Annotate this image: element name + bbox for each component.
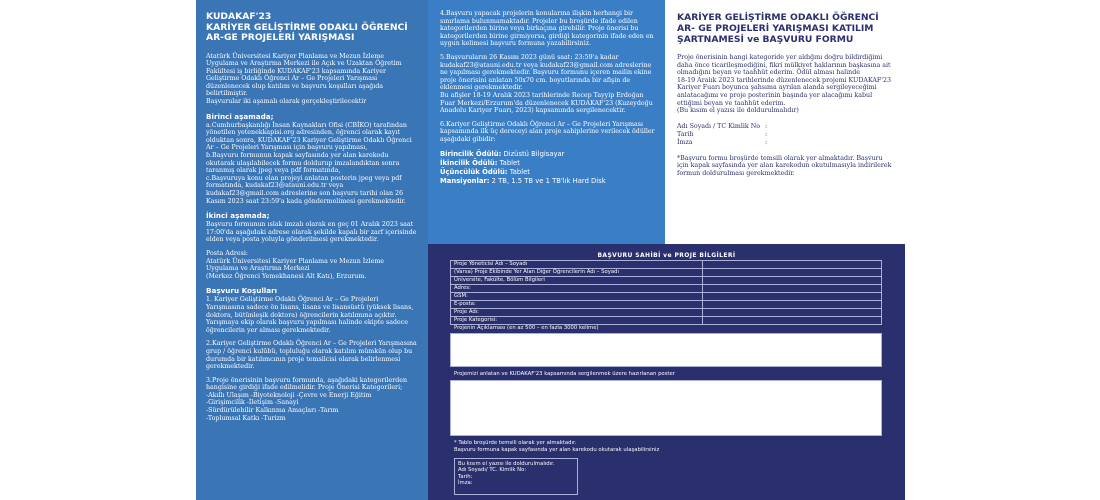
award-honorable: Mansiyonlar: 2 TB, 1.5 TB ve 1 TB'lık Hard Disk bbox=[440, 176, 606, 185]
stage1-heading: Birinci aşamada; bbox=[206, 111, 274, 121]
stage2-heading: İkinci aşamada; bbox=[206, 211, 270, 221]
table-row: E-posta: bbox=[451, 301, 882, 309]
form-field[interactable] bbox=[703, 293, 882, 301]
applicant-info-table bbox=[450, 260, 882, 325]
rules-awards-column bbox=[428, 0, 665, 244]
form-field[interactable] bbox=[703, 277, 882, 285]
competition-title: KUDAKAF'23 KARİYER GELİŞTİRME ODAKLI ÖĞRENCİ AR-GE PROJELERİ YARIŞMASI bbox=[206, 11, 408, 43]
award-second: İkincilik Ödülü: Tablet bbox=[440, 158, 520, 167]
form-field[interactable] bbox=[703, 261, 882, 269]
conditions-heading: Başvuru Koşulları bbox=[206, 286, 278, 296]
table-row: Üniversite, Fakülte, Bölüm Bilgileri bbox=[451, 277, 882, 285]
rule-6: 6.Kariyer Geliştirme Odaklı Öğrenci Ar – Ge Projeleri Yarışması kapsamında ilk üç dereceyi alan proje sahiplerine verilecek ödüller aşağıdaki gibidir: bbox=[440, 120, 655, 143]
table-row: GSM: bbox=[451, 293, 882, 301]
application-form bbox=[428, 244, 905, 500]
declaration-title: KARİYER GELİŞTİRME ODAKLI ÖĞRENCİ AR- GE PROJELERİ YARIŞMASI KATILIM ŞARTNAMESİ ve BAŞVURU FORMU bbox=[677, 12, 879, 45]
form-note: *Başvuru formu broşürde temsili olarak yer almaktadır. Başvuru için kapak sayfasında yer alan karekodun okutulmasıyla indirilerek formun doldurulması gerekmektedir. bbox=[677, 154, 892, 177]
form-field[interactable] bbox=[703, 317, 882, 325]
table-row: Adres: bbox=[451, 285, 882, 293]
awards-list bbox=[440, 150, 655, 186]
condition-3: 3.Proje önerisinin başvuru formunda, aşağıdaki kategorilerden hangisine girdiği ifade edilmelidir. Proje Önerisi Kategorileri; -Akıllı Ulaşım -Biyoteknoloji -Çevre ve Enerji Eğitim -Girişimcilik -İletişim -Sanayi -Sürdürülebilir Kalkınma Amaçları -Tarım -Toplumsal Katkı -Turizm bbox=[206, 376, 408, 422]
postal-address: Posta Adresi: Atatürk Üniversitesi Kariyer Planlama ve Mezun İzleme Uygulama ve Araştırma Merkezi (Merkez Öğrenci Yemekhanesi Alt Katı), Erzurum. bbox=[206, 249, 385, 280]
form-title: BAŞVURU SAHİBİ ve PROJE BİLGİLERİ bbox=[597, 252, 736, 259]
summary-box[interactable] bbox=[450, 333, 882, 367]
form-field[interactable] bbox=[703, 301, 882, 309]
declaration-text: Proje önerisinin hangi kategoride yer aldığını doğru bildirdiğimi daha önce ticarileşmediğini, fikri mülkiyet haklarının başkasına ait olmadığını beyan ve taahhüt ederim. Ödül alması halinde 18-19 Aralık 2023 tarihlerinde düzenlenecek projemi KUDAKAF'23 Kariyer Fuarı boyunca şahsıma ayrılan alanda sergileyeceğimi anlatacağımı ve proje posterinin başında yer alacağımı kabul ettiğimi beyan ve taahhüt ederim. (Bu kısım el yazısı ile doldurulmalıdır) bbox=[677, 54, 892, 115]
stage1-text: a.Cumhurbaşkanlığı İnsan Kaynakları Ofisi (CBİKO) tarafından yönetilen yetenekkapisi.org adresinden, öğrenci olarak kayıt olduktan sonra, KUDAKAF'23 Kariyer Geliştirme Odaklı Öğrenci Ar – Ge Projeleri Yarışması için başvuru yapılması, b.Başvuru formunun kapak sayfasında yer alan karekodu okutarak ulaşılabilecek formu doldurup imzalandıktan sonra taranmış olarak jpeg veya pdf formatında, c.Başvuruya konu olan projeyi anlatan posterin jpeg veya pdf formatında, kudakaf23@atauni.edu.tr veya kudakaf23@gmail.com adreslerine son başvuru tarihi olan 26 Kasım 2023 saat 23:59'a kada göndermelimesi gerekmektedir. bbox=[206, 121, 412, 205]
form-notes: * Tablo broşürde temsili olarak yer almaktadır. Başvuru formuna kapak sayfasında yer alan karekodu okutarak ulaşabilirsiniz bbox=[454, 440, 660, 453]
table-row: (Varsa) Proje Ekibinde Yer Alan Diğer Öğrencilerin Adı – Soyadı bbox=[451, 269, 882, 277]
intro-text: Atatürk Üniversitesi Kariyer Planlama ve Mezun İzleme Uygulama ve Araştırma Merkezi ile Açık ve Uzaktan Öğretim Fakültesi iş birliğinde KUDAKAF'23 kapsamında Kariyer Geliştirme Odaklı Öğrenci Ar – Ge Projeleri Yarışması düzenlenecek olup katılım ve başvuru koşulları aşağıda belirtilmiştir. Başvurular iki aşamalı olarak gerçekleştirilecektir bbox=[206, 52, 402, 106]
condition-2: 2.Kariyer Geliştirme Odaklı Öğrenci Ar – Ge Projeleri Yarışmasına grup / öğrenci kulübü, topluluğu olarak katılım mümkün olup bu durumda bir katılımcının proje temsilcisi olarak belirlenmesi gerekmektedir. bbox=[206, 340, 417, 371]
stage2-text: Başvuru formunun ıslak imzalı olarak en geç 01 Aralık 2023 saat 17:00'da aşağıdaki adrese olarak şekilde kapalı bir zarf içerisinde elden veya posta yoluyla gönderilmesi gerekmektedir. bbox=[206, 221, 417, 244]
award-third: Üçüncülük Ödülü: Tablet bbox=[440, 167, 530, 176]
handwritten-box[interactable]: Bu kısım el yazısı ile doldurulmalıdır. Adı Soyadı/ TC. Kimlik No: Tarih: İmza: bbox=[454, 458, 578, 495]
condition-1: 1. Kariyer Geliştirme Odaklı Öğrenci Ar – Ge Projeleri Yarışmasına sadece ön lisans, lisans ve lisansüstü (yüksek lisans, doktora, bütünleşik doktora) öğrencilerin katılımına açıktır. Yarışmaya ekip olarak başvuru yapılması halinde ekipte sadece öğrencilerin yer alması gerekmektedir. bbox=[206, 296, 414, 334]
award-first: Birincilik Ödülü: Dizüstü Bilgisayar bbox=[440, 149, 565, 158]
rule-5: 5.Başvuruların 26 Kasım 2023 günü saat: 23:59'a kadar kudakaf23@atauni.edu.tr veya kudakaf23@gmail.com adreslerine ne yapılması gerekmektedir. Başvuru formunu içeren mailin ekine proje önerisini anlatan 50x70 cm. boyutlarında bir afişin de eklenmesi gerekmektedir. Bu afişler 18-19 Aralık 2023 tarihlerinde Recep Tayyip Erdoğan Fuar Merkezi/Erzurum'da düzenlenecek KUDAKAF'23 (Kuzeydoğu Anadolu Kariyer Fuarı, 2023) kapsamında sergilenecektir. bbox=[440, 53, 653, 115]
poster-box[interactable] bbox=[450, 380, 882, 436]
form-field[interactable] bbox=[703, 285, 882, 293]
table-row: Proje Kategorisi: bbox=[451, 317, 882, 325]
conditions-column bbox=[196, 0, 428, 500]
form-field[interactable] bbox=[703, 269, 882, 277]
form-field[interactable] bbox=[703, 309, 882, 317]
sig-name-label: Adı Soyadı / TC Kimlik No bbox=[677, 122, 761, 130]
signature-block: Adı Soyadı / TC Kimlik No : Tarih : İmza : bbox=[677, 122, 768, 146]
table-row: Proje Yöneticisi Adı – Soyadı bbox=[451, 261, 882, 269]
poster-label: Projemizi anlatan ve KUDAKAF'23 kapsamında sergilenmek üzere hazırlanan poster bbox=[454, 371, 675, 377]
sig-date-label: Tarih bbox=[677, 130, 694, 138]
summary-label: Projenin Açıklaması (en az 500 – en fazla 3000 kelime) bbox=[454, 325, 599, 331]
rule-4: 4.Başvuru yapacak projelerin konularına ilişkin herhangi bir sınırlama bulunmamaktadır. Projeler bu broşürde ifade edilen kategorilerden birine veya birkaçına girebilir. Proje önerisi bu kategorilerden birine girmiyorsa, girdiği kategorinin ifade eden en uygun kelimesi başvuru formuna yazabilirsiniz. bbox=[440, 10, 654, 48]
sig-sign-label: İmza bbox=[677, 138, 693, 146]
table-row: Proje Adı: bbox=[451, 309, 882, 317]
declaration-column bbox=[665, 0, 905, 244]
